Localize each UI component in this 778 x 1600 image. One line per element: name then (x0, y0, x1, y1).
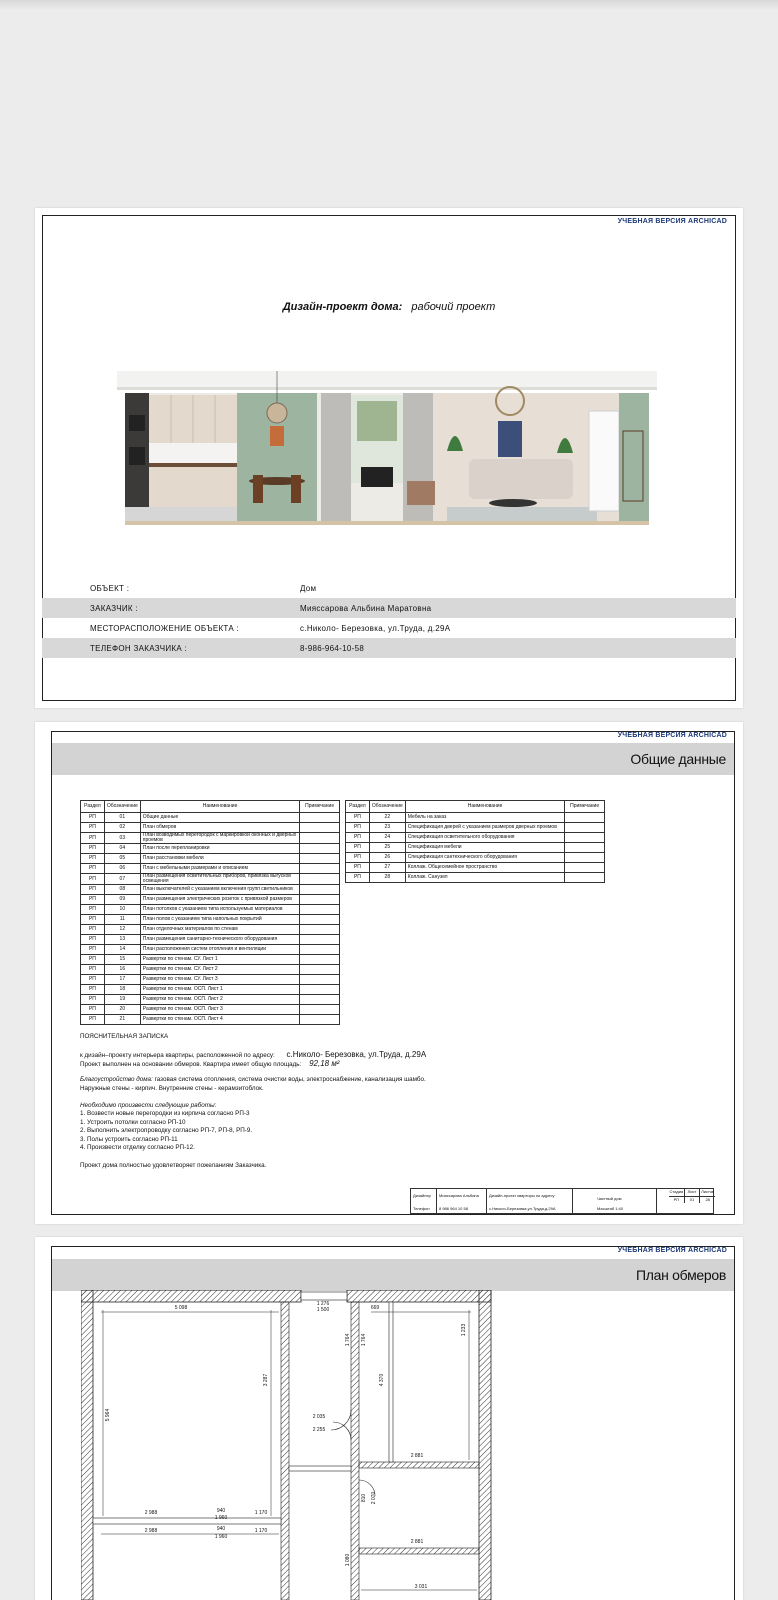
stamp-phone-label: Телефон (413, 1206, 430, 1211)
table-cell: 14 (104, 945, 140, 955)
table-cell: РП (81, 854, 105, 864)
cover-sheet (35, 208, 743, 708)
table-cell: Спецификация мебели (405, 843, 565, 853)
table-row (346, 863, 605, 873)
work-item: 2. Выполнить электропроводку согласно РП-7, РП-8, РП-9. (80, 1127, 253, 1134)
dimension-label: 2 035 (312, 1414, 326, 1420)
stamp-cell: 28 (705, 1197, 710, 1202)
table-row (81, 833, 340, 844)
table-row (81, 945, 340, 955)
dimension-label: 1 764 (361, 1333, 367, 1347)
info-label: ЗАКАЗЧИК : (90, 603, 138, 613)
info-value: Дом (300, 583, 317, 593)
table-cell: План расположения систем отопления и вентиляции (140, 945, 300, 955)
table-cell (300, 925, 340, 935)
table-cell: РП (81, 823, 105, 833)
table-cell (300, 995, 340, 1005)
stamp-address: с.Николо-Березовка,ул.Труда,д.29А (489, 1206, 556, 1211)
stamp-cell: РП (669, 1197, 685, 1203)
table-cell: РП (81, 895, 105, 905)
table-cell (300, 833, 340, 844)
table-cell (565, 833, 605, 843)
stamp-scale: Масштаб 1:40 (597, 1206, 624, 1211)
table-cell: 03 (104, 833, 140, 844)
table-cell: Развертки по стенам. СУ. Лист 3 (140, 975, 300, 985)
sheet-list-table-right (345, 800, 605, 883)
table-cell: Мебель на заказ (405, 813, 565, 823)
table-cell: План размещения осветительных приборов, привязка выгусков освещения (140, 874, 300, 885)
table-cell: План расстановки мебели (140, 854, 300, 864)
table-cell: РП (346, 823, 370, 833)
table-row (81, 915, 340, 925)
info-label: ТЕЛЕФОН ЗАКАЗЧИКА : (90, 643, 188, 653)
table-cell: 02 (104, 823, 140, 833)
table-cell: РП (81, 935, 105, 945)
table-cell: Общие данные (140, 813, 300, 823)
interior-render-image (117, 371, 657, 525)
table-cell: 25 (369, 843, 405, 853)
table-cell (300, 844, 340, 854)
table-cell: 17 (104, 975, 140, 985)
dimension-label: 1 960 (214, 1515, 228, 1521)
table-row (346, 823, 605, 833)
table-cell (300, 935, 340, 945)
stamp-col (437, 1189, 487, 1213)
work-item: 1. Устроить потолки согласно РП-10 (80, 1119, 186, 1126)
table-cell (565, 863, 605, 873)
info-label: МЕСТОРАСПОЛОЖЕНИЕ ОБЪЕКТА : (90, 623, 240, 633)
table-row (346, 853, 605, 863)
title-block-stamp (410, 1188, 714, 1214)
sheet-heading: Общие данные (630, 751, 726, 767)
table-row (81, 1005, 340, 1015)
table-cell: РП (81, 995, 105, 1005)
dimension-label: 4 370 (379, 1373, 385, 1387)
table-cell: 22 (369, 813, 405, 823)
stamp-stage-block (669, 1189, 715, 1213)
table-cell: План выключателей с указанием включения групп светильников (140, 885, 300, 895)
stamp-cell: 01 (685, 1197, 701, 1203)
stamp-col (573, 1189, 657, 1213)
stamp-designer-label: Дизайнер (413, 1193, 431, 1198)
table-cell: РП (81, 1005, 105, 1015)
table-cell: 16 (104, 965, 140, 975)
dimension-label: 1 170 (254, 1528, 268, 1534)
table-cell: 26 (369, 853, 405, 863)
table-cell: РП (81, 844, 105, 854)
table-cell: 19 (104, 995, 140, 1005)
table-cell (300, 985, 340, 995)
stamp-object: Частный дом (597, 1196, 622, 1201)
table-cell: План обмеров (140, 823, 300, 833)
table-cell: 06 (104, 864, 140, 874)
table-cell: РП (346, 843, 370, 853)
table-cell (300, 823, 340, 833)
table-cell: 23 (369, 823, 405, 833)
table-row (81, 885, 340, 895)
table-cell: Спецификация осветительного оборудования (405, 833, 565, 843)
viewer-top-bar (0, 0, 778, 10)
header-cell: Наименование (405, 801, 565, 813)
cover-title (35, 301, 743, 313)
table-cell: Спецификация сантехнического оборудования (405, 853, 565, 863)
table-cell (300, 945, 340, 955)
table-cell (300, 885, 340, 895)
table-row (346, 843, 605, 853)
table-row (81, 935, 340, 945)
stamp-project-label: Дизайн-проект квартиры по адресу: (489, 1193, 556, 1198)
dimension-label: 1 080 (345, 1553, 351, 1567)
table-header-row (81, 801, 340, 813)
table-cell (300, 813, 340, 823)
header-cell: Раздел (81, 801, 105, 813)
table-cell: 12 (104, 925, 140, 935)
table-cell: План размещения электрических розеток с привязкой размеров (140, 895, 300, 905)
note-improvement (80, 1076, 426, 1083)
dimension-label: 2 881 (410, 1539, 424, 1545)
table-cell: РП (346, 873, 370, 883)
watermark: УЧЕБНАЯ ВЕРСИЯ ARCHICAD (617, 1247, 727, 1254)
table-cell: Спецификация дверей с указанием размеров дверных проемов (405, 823, 565, 833)
info-value: с.Николо- Березовка, ул.Труда, д.29А (300, 623, 451, 633)
note-area-text: Проект выполнен на основании обмеров. Квартира имеет общую площадь: (80, 1061, 302, 1068)
watermark: УЧЕБНАЯ ВЕРСИЯ ARCHICAD (617, 218, 727, 225)
table-cell: РП (81, 905, 105, 915)
table-row (81, 813, 340, 823)
table-cell (565, 853, 605, 863)
dimension-label: 1 233 (461, 1323, 467, 1337)
table-cell: План размещения санитарно-технического оборудования (140, 935, 300, 945)
note-address: с.Николо- Березовка, ул.Труда, д.29А (286, 1050, 427, 1059)
note-improvement-label: Благоустройство дома: (80, 1076, 153, 1083)
dimension-label: 5 964 (105, 1408, 111, 1422)
dimension-label: 1 276 (316, 1301, 330, 1307)
dimension-label: 669 (370, 1305, 380, 1311)
table-cell: РП (81, 874, 105, 885)
table-cell: 10 (104, 905, 140, 915)
table-header-row (346, 801, 605, 813)
table-cell: РП (81, 1015, 105, 1025)
table-cell: РП (346, 863, 370, 873)
dimension-label: 5 098 (174, 1305, 188, 1311)
header-cell: Обозначение (369, 801, 405, 813)
stamp-col (411, 1189, 437, 1213)
dimension-label: 3 287 (263, 1373, 269, 1387)
table-cell (300, 874, 340, 885)
stamp-cell: Лист (685, 1189, 701, 1196)
dimension-label: 2 255 (312, 1427, 326, 1433)
table-cell: РП (81, 955, 105, 965)
table-row (81, 844, 340, 854)
info-value: 8-986-964-10-58 (300, 643, 365, 653)
dimension-label: 1 500 (316, 1307, 330, 1313)
table-row (81, 955, 340, 965)
header-cell: Наименование (140, 801, 300, 813)
note-walls: Наружные стены - кирпич. Внутренние стены - керамзитоблок. (80, 1085, 264, 1092)
stamp-designer: Мияссарова Альбина (439, 1193, 479, 1198)
table-row (81, 864, 340, 874)
table-row (81, 895, 340, 905)
table-row (346, 813, 605, 823)
table-cell (300, 965, 340, 975)
table-cell: Коллаж. Санузел (405, 873, 565, 883)
table-cell (300, 1015, 340, 1025)
stamp-cell: Листов (701, 1189, 715, 1194)
general-data-sheet (35, 722, 743, 1224)
table-cell: 21 (104, 1015, 140, 1025)
table-cell: РП (81, 864, 105, 874)
work-item: 1. Возвести новые перегородки из кирпича согласно РП-3 (80, 1110, 250, 1117)
dimension-label: 2 988 (144, 1528, 158, 1534)
table-cell: 09 (104, 895, 140, 905)
table-cell: 13 (104, 935, 140, 945)
table-cell (565, 813, 605, 823)
dimension-label: 940 (216, 1508, 226, 1514)
table-cell (300, 1005, 340, 1015)
table-cell: 07 (104, 874, 140, 885)
measurement-plan-sheet (35, 1237, 743, 1600)
table-cell: РП (346, 813, 370, 823)
heading-band (52, 743, 734, 775)
info-row-phone (42, 638, 736, 658)
dimension-label: 1 764 (345, 1333, 351, 1347)
table-cell: 01 (104, 813, 140, 823)
table-cell: 18 (104, 985, 140, 995)
note-area (80, 1059, 339, 1068)
info-row-client (42, 598, 736, 618)
dimension-label: 1 170 (254, 1510, 268, 1516)
table-cell (300, 905, 340, 915)
table-cell: РП (81, 985, 105, 995)
table-cell: РП (81, 965, 105, 975)
dimension-label: 2 988 (144, 1510, 158, 1516)
table-cell: План потолков с указанием типа используемых материалов (140, 905, 300, 915)
table-cell: РП (81, 813, 105, 823)
table-cell (565, 823, 605, 833)
header-cell: Раздел (346, 801, 370, 813)
table-cell (300, 955, 340, 965)
info-value: Мияссарова Альбина Маратовна (300, 603, 432, 613)
table-cell: Развертки по стенам. ОСП. Лист 4 (140, 1015, 300, 1025)
dimension-label: 940 (216, 1526, 226, 1532)
note-area-value: 92,18 м² (309, 1059, 340, 1068)
table-cell: РП (81, 975, 105, 985)
table-row (346, 873, 605, 883)
table-cell: План после перепланировки (140, 844, 300, 854)
table-row (81, 965, 340, 975)
table-cell: Развертки по стенам. СУ. Лист 2 (140, 965, 300, 975)
table-cell (565, 843, 605, 853)
table-row (81, 854, 340, 864)
sheet-heading: План обмеров (636, 1267, 726, 1283)
info-row-object (42, 578, 736, 598)
table-row (81, 985, 340, 995)
table-cell (300, 864, 340, 874)
cover-title-bold: Дизайн-проект дома: (282, 301, 403, 313)
table-row (81, 925, 340, 935)
dimension-label: 2 881 (410, 1453, 424, 1459)
table-cell: 11 (104, 915, 140, 925)
table-cell: 04 (104, 844, 140, 854)
note-intro (80, 1050, 426, 1059)
table-cell (300, 854, 340, 864)
note-closing: Проект дома полностью удовлетворяет пожеланиям Заказчика. (80, 1162, 267, 1169)
stamp-cell: Стадия (669, 1189, 684, 1194)
work-item: 3. Полы устроить согласно РП-11 (80, 1136, 178, 1143)
table-cell (300, 895, 340, 905)
table-cell: 20 (104, 1005, 140, 1015)
work-item: 4. Произвести отделку согласно РП-12. (80, 1144, 195, 1151)
table-cell: План с мебельными размерами и описанием (140, 864, 300, 874)
table-cell: 05 (104, 854, 140, 864)
table-row (81, 905, 340, 915)
table-cell: Развертки по стенам. ОСП. Лист 1 (140, 985, 300, 995)
note-improvement-text: газовая система отопления, система очистки воды, электроснабжение, канализация шамбо. (154, 1076, 426, 1083)
cover-title-normal: рабочий проект (411, 301, 496, 313)
header-cell: Обозначение (104, 801, 140, 813)
table-cell: 28 (369, 873, 405, 883)
table-row (81, 995, 340, 1005)
table-row (81, 823, 340, 833)
dimension-label: 3 031 (414, 1584, 428, 1590)
dimension-label: 1 960 (214, 1534, 228, 1540)
note-intro-text: к дизайн–проекту интерьера квартиры, расположенной по адресу: (80, 1052, 275, 1059)
table-cell: 24 (369, 833, 405, 843)
table-cell: Развертки по стенам. ОСП. Лист 2 (140, 995, 300, 1005)
table-cell (300, 915, 340, 925)
dimension-label: 2 070 (371, 1491, 377, 1505)
stamp-stage-values (669, 1197, 715, 1203)
table-cell: 27 (369, 863, 405, 873)
project-info-table (42, 578, 736, 658)
table-cell: Развертки по стенам. ОСП. Лист 3 (140, 1005, 300, 1015)
table-cell: РП (81, 833, 105, 844)
table-row (81, 975, 340, 985)
table-cell: РП (81, 885, 105, 895)
floor-plan-drawing (81, 1290, 501, 1600)
table-cell: 15 (104, 955, 140, 965)
table-cell: План возводимых перегородок с маркировкой оконных и дверных проемов (140, 833, 300, 844)
watermark: УЧЕБНАЯ ВЕРСИЯ ARCHICAD (617, 732, 727, 739)
table-cell: РП (346, 833, 370, 843)
table-cell (300, 975, 340, 985)
header-cell: Примечание (565, 801, 605, 813)
table-cell: 08 (104, 885, 140, 895)
table-cell: План отделочных материалов по стенам (140, 925, 300, 935)
table-row (346, 833, 605, 843)
info-row-location (42, 618, 736, 638)
table-row (81, 874, 340, 885)
table-cell: План полов с указанием типа напольных покрытий (140, 915, 300, 925)
table-cell: РП (346, 853, 370, 863)
heading-band (52, 1259, 734, 1291)
table-cell: РП (81, 945, 105, 955)
table-cell: Коллаж. Общесемейное пространство (405, 863, 565, 873)
table-cell: РП (81, 915, 105, 925)
dimension-label: 810 (361, 1493, 367, 1503)
note-title: ПОЯСНИТЕЛЬНАЯ ЗАПИСКА (80, 1033, 169, 1040)
stamp-col (487, 1189, 573, 1213)
info-label: ОБЪЕКТ : (90, 583, 130, 593)
table-cell (565, 873, 605, 883)
sheet-list-table-left (80, 800, 340, 1025)
stamp-phone: 8 986 964 10 58 (439, 1206, 468, 1211)
table-row (81, 1015, 340, 1025)
works-title: Необходимо произвести следующие работы: (80, 1102, 217, 1109)
header-cell: Примечание (300, 801, 340, 813)
table-cell: Развертки по стенам. СУ. Лист 1 (140, 955, 300, 965)
stamp-stage-header (669, 1189, 715, 1197)
table-cell: РП (81, 925, 105, 935)
